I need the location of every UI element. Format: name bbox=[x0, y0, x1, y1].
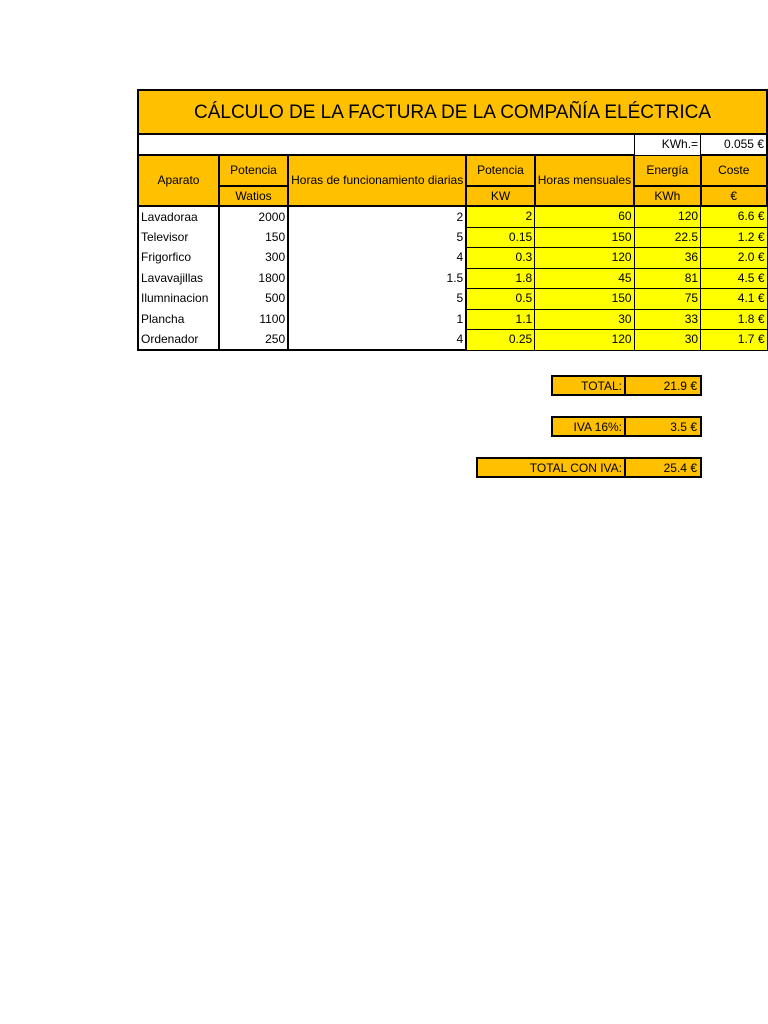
kwh-label[interactable]: KWh.= bbox=[634, 134, 700, 155]
cell-aparato[interactable]: Televisor bbox=[138, 227, 219, 248]
cell-watios[interactable]: 500 bbox=[219, 289, 288, 310]
header-watios[interactable]: Watios bbox=[219, 186, 288, 206]
cell-potencia-kw[interactable]: 0.5 bbox=[466, 289, 535, 310]
cell-horas-mensuales[interactable]: 45 bbox=[535, 268, 634, 289]
empty-cell[interactable] bbox=[138, 134, 634, 155]
cell-potencia-kw[interactable]: 0.3 bbox=[466, 248, 535, 269]
cell-horas-mensuales[interactable]: 60 bbox=[535, 206, 634, 227]
cell-energia-kwh[interactable]: 81 bbox=[634, 268, 700, 289]
total-label[interactable]: TOTAL: bbox=[551, 375, 626, 396]
cell-aparato[interactable]: Frigorfico bbox=[138, 248, 219, 269]
iva-value[interactable]: 3.5 € bbox=[626, 416, 702, 437]
total-iva-row bbox=[476, 457, 702, 478]
cell-potencia-kw[interactable]: 1.1 bbox=[466, 309, 535, 330]
cell-aparato[interactable]: Lavadoraa bbox=[138, 206, 219, 227]
cell-horas-diarias[interactable]: 2 bbox=[288, 206, 466, 227]
header-coste[interactable]: Coste bbox=[701, 155, 767, 186]
cell-coste[interactable]: 6.6 € bbox=[701, 206, 767, 227]
table-row bbox=[138, 330, 767, 351]
table-row bbox=[138, 268, 767, 289]
kwh-price[interactable]: 0.055 € bbox=[701, 134, 767, 155]
cell-horas-diarias[interactable]: 1.5 bbox=[288, 268, 466, 289]
header-energia[interactable]: Energía bbox=[634, 155, 700, 186]
spreadsheet bbox=[137, 89, 768, 351]
header-potencia[interactable]: Potencia bbox=[219, 155, 288, 186]
cell-coste[interactable]: 1.8 € bbox=[701, 309, 767, 330]
cell-horas-diarias[interactable]: 5 bbox=[288, 227, 466, 248]
cell-horas-diarias[interactable]: 4 bbox=[288, 330, 466, 351]
header-horas-diarias[interactable]: Horas de funcionamiento diarias bbox=[288, 155, 466, 206]
cell-horas-mensuales[interactable]: 120 bbox=[535, 330, 634, 351]
cell-horas-mensuales[interactable]: 150 bbox=[535, 289, 634, 310]
cell-potencia-kw[interactable]: 0.25 bbox=[466, 330, 535, 351]
cell-energia-kwh[interactable]: 22.5 bbox=[634, 227, 700, 248]
table-row bbox=[138, 227, 767, 248]
cell-potencia-kw[interactable]: 1.8 bbox=[466, 268, 535, 289]
iva-row bbox=[551, 416, 702, 437]
cell-horas-diarias[interactable]: 5 bbox=[288, 289, 466, 310]
table-row bbox=[138, 206, 767, 227]
cell-coste[interactable]: 1.7 € bbox=[701, 330, 767, 351]
cell-watios[interactable]: 250 bbox=[219, 330, 288, 351]
cell-aparato[interactable]: Ilumninacion bbox=[138, 289, 219, 310]
cell-coste[interactable]: 1.2 € bbox=[701, 227, 767, 248]
header-euro[interactable]: € bbox=[701, 186, 767, 206]
cell-watios[interactable]: 150 bbox=[219, 227, 288, 248]
cell-energia-kwh[interactable]: 120 bbox=[634, 206, 700, 227]
cell-energia-kwh[interactable]: 36 bbox=[634, 248, 700, 269]
cell-horas-diarias[interactable]: 1 bbox=[288, 309, 466, 330]
cell-aparato[interactable]: Plancha bbox=[138, 309, 219, 330]
cell-energia-kwh[interactable]: 33 bbox=[634, 309, 700, 330]
cell-watios[interactable]: 1800 bbox=[219, 268, 288, 289]
header-aparato[interactable]: Aparato bbox=[138, 155, 219, 206]
iva-label[interactable]: IVA 16%: bbox=[551, 416, 626, 437]
table-row bbox=[138, 248, 767, 269]
cell-potencia-kw[interactable]: 2 bbox=[466, 206, 535, 227]
total-value[interactable]: 21.9 € bbox=[626, 375, 702, 396]
cell-horas-mensuales[interactable]: 30 bbox=[535, 309, 634, 330]
table-row bbox=[138, 309, 767, 330]
cell-aparato[interactable]: Lavavajillas bbox=[138, 268, 219, 289]
cell-energia-kwh[interactable]: 30 bbox=[634, 330, 700, 351]
total-iva-value[interactable]: 25.4 € bbox=[626, 457, 702, 478]
cell-aparato[interactable]: Ordenador bbox=[138, 330, 219, 351]
cell-watios[interactable]: 1100 bbox=[219, 309, 288, 330]
header-kwh[interactable]: KWh bbox=[634, 186, 700, 206]
header-potencia-kw[interactable]: Potencia bbox=[466, 155, 535, 186]
sheet-title[interactable]: CÁLCULO DE LA FACTURA DE LA COMPAÑÍA ELÉCTRICA bbox=[138, 90, 767, 134]
cell-coste[interactable]: 4.1 € bbox=[701, 289, 767, 310]
header-kw[interactable]: KW bbox=[466, 186, 535, 206]
table-row bbox=[138, 289, 767, 310]
cell-watios[interactable]: 300 bbox=[219, 248, 288, 269]
header-horas-mensuales[interactable]: Horas mensuales bbox=[535, 155, 634, 206]
cell-horas-mensuales[interactable]: 150 bbox=[535, 227, 634, 248]
cell-horas-mensuales[interactable]: 120 bbox=[535, 248, 634, 269]
cell-horas-diarias[interactable]: 4 bbox=[288, 248, 466, 269]
cell-energia-kwh[interactable]: 75 bbox=[634, 289, 700, 310]
total-iva-label[interactable]: TOTAL CON IVA: bbox=[476, 457, 626, 478]
cell-coste[interactable]: 4.5 € bbox=[701, 268, 767, 289]
cell-watios[interactable]: 2000 bbox=[219, 206, 288, 227]
electric-bill-table bbox=[137, 89, 768, 351]
cell-coste[interactable]: 2.0 € bbox=[701, 248, 767, 269]
cell-potencia-kw[interactable]: 0.15 bbox=[466, 227, 535, 248]
total-row bbox=[551, 375, 702, 396]
